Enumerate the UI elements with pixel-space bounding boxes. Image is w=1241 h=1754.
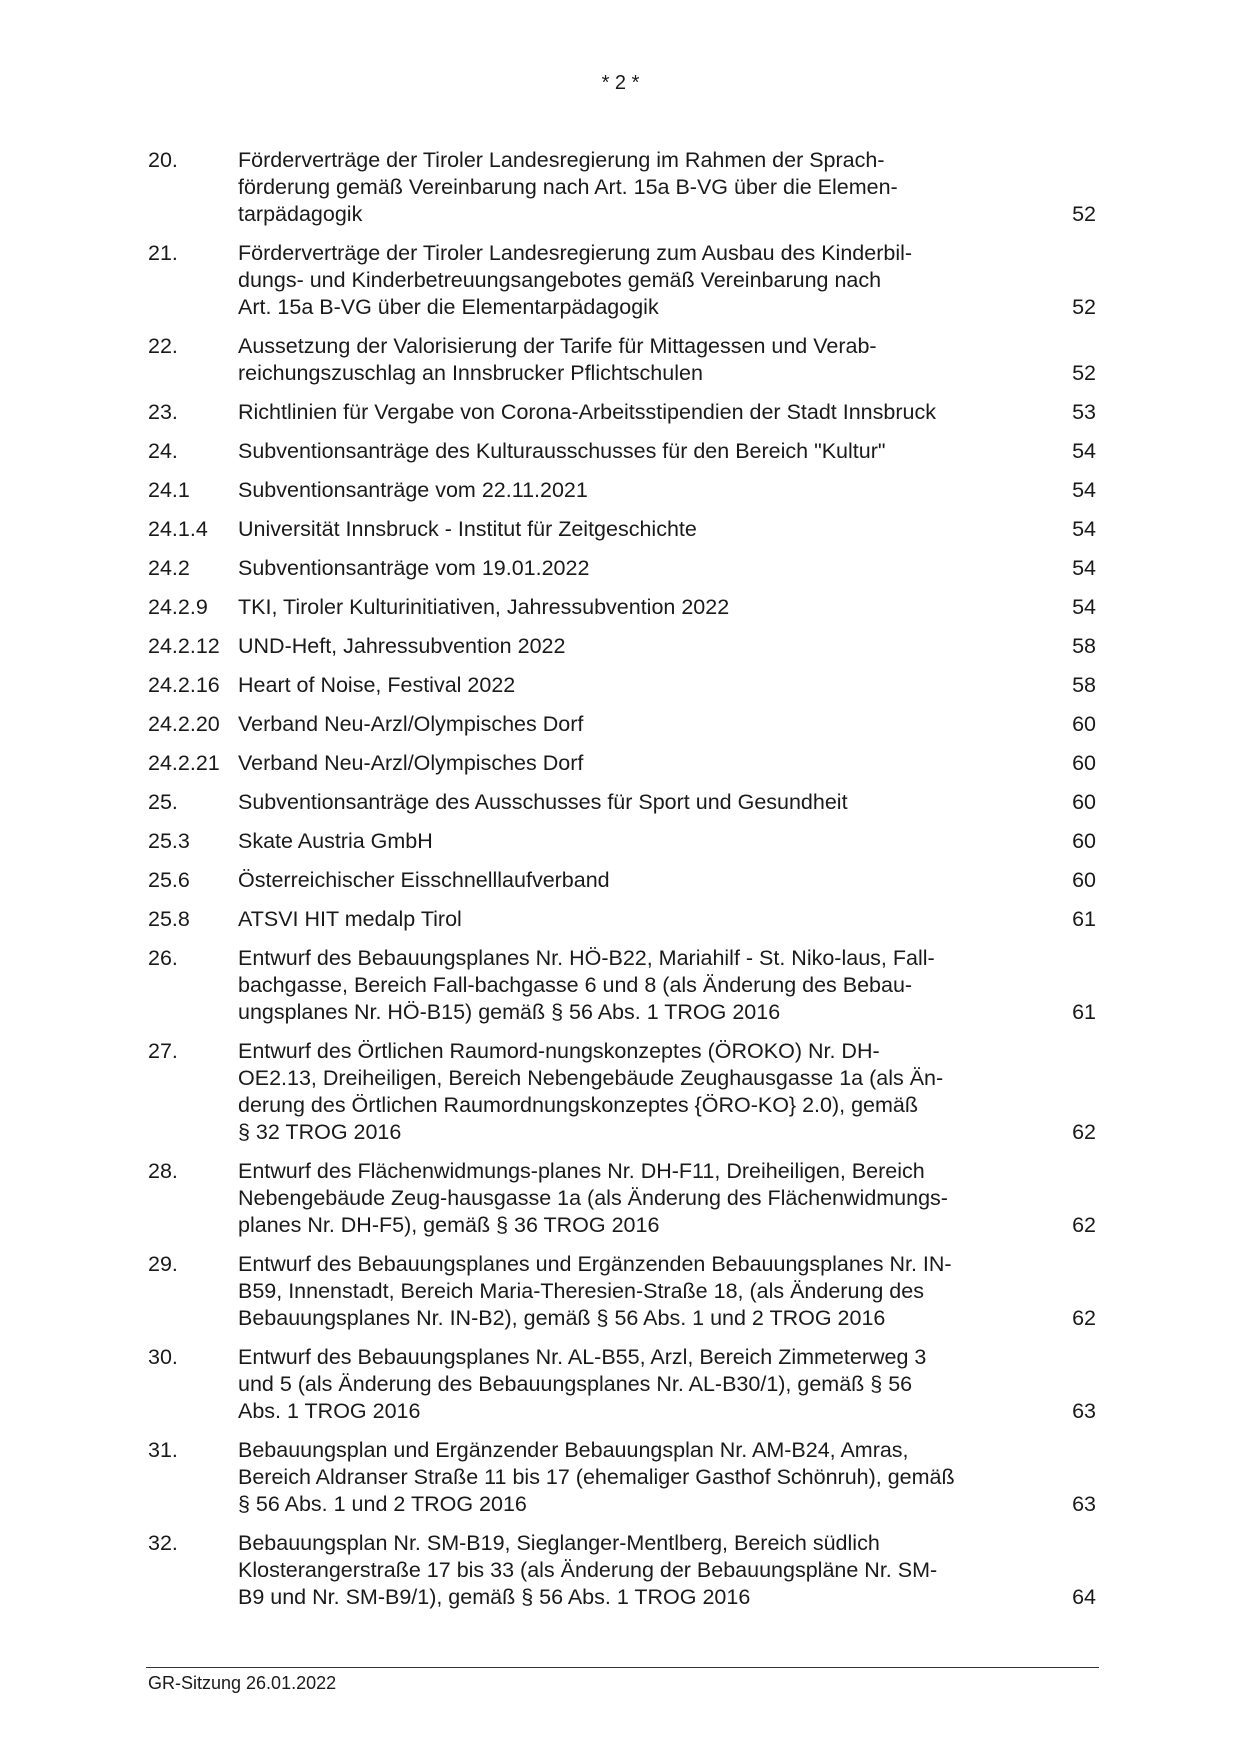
toc-entry-title: Verband Neu-Arzl/Olympisches Dorf [238, 751, 584, 775]
toc-entry-number: 29. [148, 1252, 178, 1276]
toc-entry-page: 60 [1072, 790, 1096, 814]
toc-entry-page: 54 [1072, 517, 1096, 541]
toc-entry-page: 60 [1072, 751, 1096, 775]
toc-entry-title: UND-Heft, Jahressubvention 2022 [238, 634, 566, 658]
toc-entry-page: 52 [1072, 295, 1096, 319]
toc-entry [148, 750, 1096, 777]
toc-entry-title: Heart of Noise, Festival 2022 [238, 673, 516, 697]
toc-entry-number: 24.1 [148, 478, 190, 502]
toc-entry-number: 24. [148, 439, 178, 463]
toc-entry-title: Förderverträge der Tiroler Landesregierung zum Ausbau des Kinderbil- dungs- und Kinderbetreuungsangebotes gemäß Vereinbarung nach Art. 15a B-VG über die Elementarpädagogik [238, 241, 913, 319]
toc-entry-page: 54 [1072, 439, 1096, 463]
toc-entry-page: 61 [1072, 1000, 1096, 1024]
toc-entry-number: 25.8 [148, 907, 190, 931]
toc-entry-page: 58 [1072, 673, 1096, 697]
toc-entry-page: 60 [1072, 829, 1096, 853]
footer-session-label: GR-Sitzung 26.01.2022 [148, 1673, 337, 1693]
toc-entry [148, 906, 1096, 933]
toc-entry-number: 24.2.21 [148, 751, 220, 775]
toc-entry [148, 555, 1096, 582]
toc-entry-number: 20. [148, 148, 178, 172]
toc-entry-title: Subventionsanträge vom 19.01.2022 [238, 556, 590, 580]
toc-entry-page: 53 [1072, 400, 1096, 424]
toc-entry [148, 789, 1096, 816]
toc-entry-number: 22. [148, 334, 178, 358]
toc-entry-number: 24.2.16 [148, 673, 220, 697]
toc-entry-title: ATSVI HIT medalp Tirol [238, 907, 462, 931]
toc-entry-number: 26. [148, 946, 178, 970]
toc-entry [148, 477, 1096, 504]
toc-entry-title: Bebauungsplan Nr. SM-B19, Sieglanger-Mentlberg, Bereich südlich Klosterangerstraße 17 bis 33 (als Änderung der Bebauungspläne Nr. SM- B9 und Nr. SM-B9/1), gemäß § 56 Abs. 1 TROG 2016 [238, 1531, 938, 1609]
toc-entry-title: Österreichischer Eisschnelllaufverband [238, 868, 610, 892]
toc-entry-page: 60 [1072, 868, 1096, 892]
toc-entry [148, 147, 1096, 228]
toc-entry [148, 240, 1096, 321]
toc-entry [148, 672, 1096, 699]
toc-entry-title: Universität Innsbruck - Institut für Zeitgeschichte [238, 517, 697, 541]
toc-entry-title: Förderverträge der Tiroler Landesregierung im Rahmen der Sprach- förderung gemäß Vereinbarung nach Art. 15a B-VG über die Elemen- tarpädagogik [238, 148, 898, 226]
toc-entry [148, 711, 1096, 738]
toc-entry-title: Verband Neu-Arzl/Olympisches Dorf [238, 712, 584, 736]
toc-entry [148, 867, 1096, 894]
toc-entry-title: Skate Austria GmbH [238, 829, 433, 853]
toc-entry-page: 54 [1072, 595, 1096, 619]
toc-entry-page: 62 [1072, 1306, 1096, 1330]
toc-entry-number: 24.1.4 [148, 517, 208, 541]
toc-entry-number: 21. [148, 241, 178, 265]
toc-entry [148, 1437, 1096, 1518]
toc-entry [148, 1158, 1096, 1239]
toc-entry [148, 1344, 1096, 1425]
toc-entry-page: 64 [1072, 1585, 1096, 1609]
toc-entry-number: 25. [148, 790, 178, 814]
toc-entry-page: 54 [1072, 478, 1096, 502]
toc-entry-number: 27. [148, 1039, 178, 1063]
toc-entry-page: 63 [1072, 1399, 1096, 1423]
page-number-header: * 2 * [601, 72, 640, 94]
toc-entry-page: 52 [1072, 361, 1096, 385]
toc-entry-title: Subventionsanträge vom 22.11.2021 [238, 478, 588, 502]
toc-entry-title: Entwurf des Örtlichen Raumord-nungskonzeptes (ÖROKO) Nr. DH- OE2.13, Dreiheiligen, Bereich Nebengebäude Zeughausgasse 1a (als Än- derung des Örtlichen Raumordnungskonzeptes {ÖRO-KO} 2.0), gemäß § 32 TROG 2016 [238, 1039, 944, 1144]
toc-entry-page: 52 [1072, 202, 1096, 226]
toc-entry-number: 24.2.9 [148, 595, 208, 619]
toc-entry [148, 516, 1096, 543]
toc-entry [148, 828, 1096, 855]
toc-entry-title: Entwurf des Flächenwidmungs-planes Nr. DH-F11, Dreiheiligen, Bereich Nebengebäude Zeug-hausgasse 1a (als Änderung des Flächenwidmungs- planes Nr. DH-F5), gemäß § 36 TROG 2016 [238, 1159, 948, 1237]
toc-entry-number: 30. [148, 1345, 178, 1369]
table-of-contents [148, 147, 1096, 1623]
toc-entry-title: Richtlinien für Vergabe von Corona-Arbeitsstipendien der Stadt Innsbruck [238, 400, 936, 424]
toc-entry-title: Aussetzung der Valorisierung der Tarife für Mittagessen und Verab- reichungszuschlag an Innsbrucker Pflichtschulen [238, 334, 877, 385]
toc-entry [148, 633, 1096, 660]
toc-entry [148, 594, 1096, 621]
toc-entry [148, 945, 1096, 1026]
toc-entry-number: 24.2.12 [148, 634, 220, 658]
footer-divider [146, 1667, 1099, 1668]
toc-entry-page: 62 [1072, 1120, 1096, 1144]
toc-entry-number: 31. [148, 1438, 178, 1462]
toc-entry-page: 62 [1072, 1213, 1096, 1237]
toc-entry-title: Entwurf des Bebauungsplanes und Ergänzenden Bebauungsplanes Nr. IN- B59, Innenstadt, Bereich Maria-Theresien-Straße 18, (als Änderung des Bebauungsplanes Nr. IN-B2), gemäß § 56 Abs. 1 und 2 TROG 2016 [238, 1252, 952, 1330]
toc-entry-page: 61 [1072, 907, 1096, 931]
toc-entry-page: 54 [1072, 556, 1096, 580]
toc-entry [148, 1251, 1096, 1332]
toc-entry-page: 58 [1072, 634, 1096, 658]
toc-entry-title: Entwurf des Bebauungsplanes Nr. AL-B55, Arzl, Bereich Zimmeterweg 3 und 5 (als Änderung des Bebauungsplanes Nr. AL-B30/1), gemäß § 56 Abs. 1 TROG 2016 [238, 1345, 927, 1423]
toc-entry-title: Bebauungsplan und Ergänzender Bebauungsplan Nr. AM-B24, Amras, Bereich Aldranser Straße 11 bis 17 (ehemaliger Gasthof Schönruh), gemäß § 56 Abs. 1 und 2 TROG 2016 [238, 1438, 955, 1516]
toc-entry-number: 25.3 [148, 829, 190, 853]
toc-entry-number: 24.2.20 [148, 712, 220, 736]
toc-entry-page: 63 [1072, 1492, 1096, 1516]
toc-entry [148, 1530, 1096, 1611]
toc-entry-number: 23. [148, 400, 178, 424]
toc-entry-title: TKI, Tiroler Kulturinitiativen, Jahressubvention 2022 [238, 595, 730, 619]
toc-entry [148, 399, 1096, 426]
toc-entry-number: 24.2 [148, 556, 190, 580]
toc-entry-number: 25.6 [148, 868, 190, 892]
toc-entry [148, 438, 1096, 465]
toc-entry-number: 28. [148, 1159, 178, 1183]
toc-entry [148, 1038, 1096, 1146]
toc-entry-title: Entwurf des Bebauungsplanes Nr. HÖ-B22, Mariahilf - St. Niko-laus, Fall- bachgasse, Bereich Fall-bachgasse 6 und 8 (als Änderung des Bebau- ungsplanes Nr. HÖ-B15) gemäß § 56 Abs. 1 TROG 2016 [238, 946, 935, 1024]
toc-entry-title: Subventionsanträge des Ausschusses für Sport und Gesundheit [238, 790, 848, 814]
toc-entry-title: Subventionsanträge des Kulturausschusses für den Bereich "Kultur" [238, 439, 886, 463]
toc-entry [148, 333, 1096, 387]
toc-entry-page: 60 [1072, 712, 1096, 736]
toc-entry-number: 32. [148, 1531, 178, 1555]
